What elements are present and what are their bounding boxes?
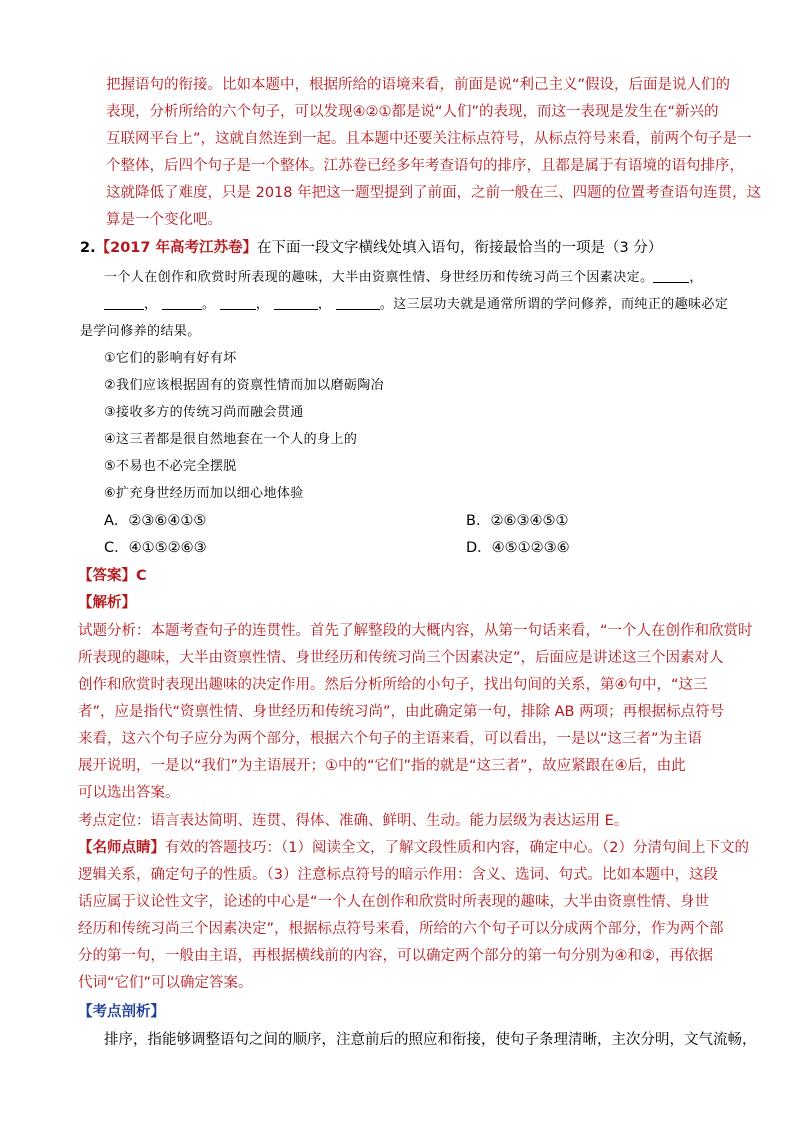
teacher-line-3: 话应属于议论性文字，论述的中心是“一个人在创作和欣赏时所表现的趣味，大半由资禀性情、身世 — [78, 894, 710, 910]
teacher-line-6: 代词“它们”可以确定答案。 — [78, 975, 253, 991]
kaodian-line: 考点定位：语言表达简明、连贯、得体、准确、鲜明、生动。能力层级为表达运用 E。 — [78, 813, 629, 829]
option-a: A．②③⑥④①⑤ — [104, 513, 207, 529]
answer-line — [78, 566, 147, 586]
blank-5 — [274, 296, 318, 310]
analysis-line-7: 可以选出答案。 — [78, 785, 180, 801]
teacher-label: 【名师点睛】 — [78, 840, 165, 856]
sentence-3: ③接收多方的传统习尚而融会贯通 — [104, 405, 304, 420]
sentence-4: ④这三者都是很自然地套在一个人的身上的 — [104, 432, 358, 447]
teacher-text-1: 有效的答题技巧：（1）阅读全文，了解文段性质和内容，确定中心。（2）分清句间上下文的 — [165, 840, 749, 856]
analysis-line-2: 所表现的趣味，大半由资禀性情、身世经历和传统习尚三个因素决定”，后面应是讲述这三个因素对人 — [78, 650, 724, 666]
answer-value: C — [136, 568, 147, 584]
teacher-line-4: 经历和传统习尚三个因素决定”，根据标点符号来看，所给的六个句子可以分成两个部分，作为两个部 — [78, 921, 724, 937]
analysis-line-5: 来看，这六个句子应分为两个部分，根据六个句子的主语来看，可以看出，一是以“这三者”为主语 — [78, 731, 703, 747]
answer-label: 【答案】 — [78, 568, 136, 584]
passage-period-1: 。 — [201, 297, 216, 312]
passage-comma-1: ， — [689, 270, 703, 285]
question-header — [80, 238, 662, 258]
sentence-6: ⑥扩充身世经历而加以细心地体验 — [104, 486, 304, 501]
analysis-label: 【解析】 — [78, 595, 136, 611]
analysis-line-1: 试题分析：本题考查句子的连贯性。首先了解整段的大概内容，从第一句话来看，“一个人在创作和欣赏时 — [78, 623, 753, 639]
teacher-line-2: 逻辑关系，确定句子的性质。（3）注意标点符号的暗示作用：含义、选词、句式。比如本题中，这段 — [78, 867, 718, 883]
kaodian-pouxi-line-1: 排序，指能够调整语句之间的顺序，注意前后的照应和衔接，使句子条理清晰，主次分明，文气流畅， — [104, 1032, 757, 1048]
passage-comma-4: ， — [317, 297, 332, 312]
kaodian-pouxi-label: 【考点剖析】 — [78, 1004, 165, 1020]
intro-line-6: 算是一个变化吧。 — [106, 212, 222, 228]
passage-text-1: 一个人在创作和欣赏时所表现的趣味，大半由资禀性情、身世经历和传统习尚三个因素决定。 — [104, 270, 654, 285]
option-b: B．②⑥③④⑤① — [466, 513, 569, 529]
option-c: C．④①⑤②⑥③ — [104, 540, 207, 556]
blank-4 — [220, 296, 256, 310]
blank-3 — [162, 296, 202, 310]
blank-6 — [336, 296, 380, 310]
sentence-1: ①它们的影响有好有坏 — [104, 351, 237, 366]
sentence-2: ②我们应该根据固有的资禀性情而加以磨砺陶冶 — [104, 378, 385, 393]
teacher-line-5: 分的第一句，一般由主语，再根据横线前的内容，可以确定两个部分的第一句分别为④和②，再依据 — [78, 948, 713, 964]
analysis-line-4: 者”，应是指代“资禀性情、身世经历和传统习尚”，由此确定第一句，排除 AB 两项；再根据标点符号 — [78, 704, 725, 720]
intro-line-1: 把握语句的衔接。比如本题中，根据所给的语境来看，前面是说“利己主义”假设，后面是说人们的 — [106, 77, 731, 93]
question-source: 【2017 年高考江苏卷】 — [95, 240, 258, 256]
passage-line-2 — [104, 295, 728, 315]
passage-comma-3: ， — [255, 297, 270, 312]
question-prompt: 在下面一段文字横线处填入语句，衔接最恰当的一项是（3 分） — [257, 240, 663, 256]
passage-line-1 — [104, 268, 703, 288]
teacher-line-1 — [78, 838, 749, 858]
blank-2 — [104, 296, 144, 310]
blank-1 — [653, 269, 689, 283]
passage-comma-2: ， — [144, 297, 158, 312]
intro-line-2: 表现，分析所给的六个句子，可以发现④②①都是说“人们”的表现，而这一表现是发生在“新兴的 — [106, 104, 719, 120]
option-d: D．④⑤①②③⑥ — [466, 540, 570, 556]
analysis-line-3: 创作和欣赏时表现出趣味的决定作用。然后分析所给的小句子，找出句间的关系，第④句中，“这三 — [78, 677, 708, 693]
passage-line-3: 是学问修养的结果。 — [80, 324, 201, 339]
analysis-line-6: 展开说明，一是以“我们”为主语展开；①中的“它们”指的就是“这三者”，故应紧跟在④后，由此 — [78, 758, 686, 774]
question-number: 2. — [80, 240, 96, 256]
intro-line-5: 这就降低了难度，只是 2018 年把这一题型提到了前面，之前一般在三、四题的位置考查语句连贯，这 — [106, 185, 762, 201]
intro-line-4: 个整体，后四个句子是一个整体。江苏卷已经多年考查语句的排序，且都是属于有语境的语句排序， — [106, 158, 744, 174]
passage-text-2: 。这三层功夫就是通常所谓的学问修养，而纯正的趣味必定 — [379, 297, 729, 312]
sentence-5: ⑤不易也不必完全摆脱 — [104, 459, 237, 474]
intro-line-3: 互联网平台上”，这就自然连到一起。且本题中还要关注标点符号，从标点符号来看，前两个句子是一 — [106, 131, 752, 147]
